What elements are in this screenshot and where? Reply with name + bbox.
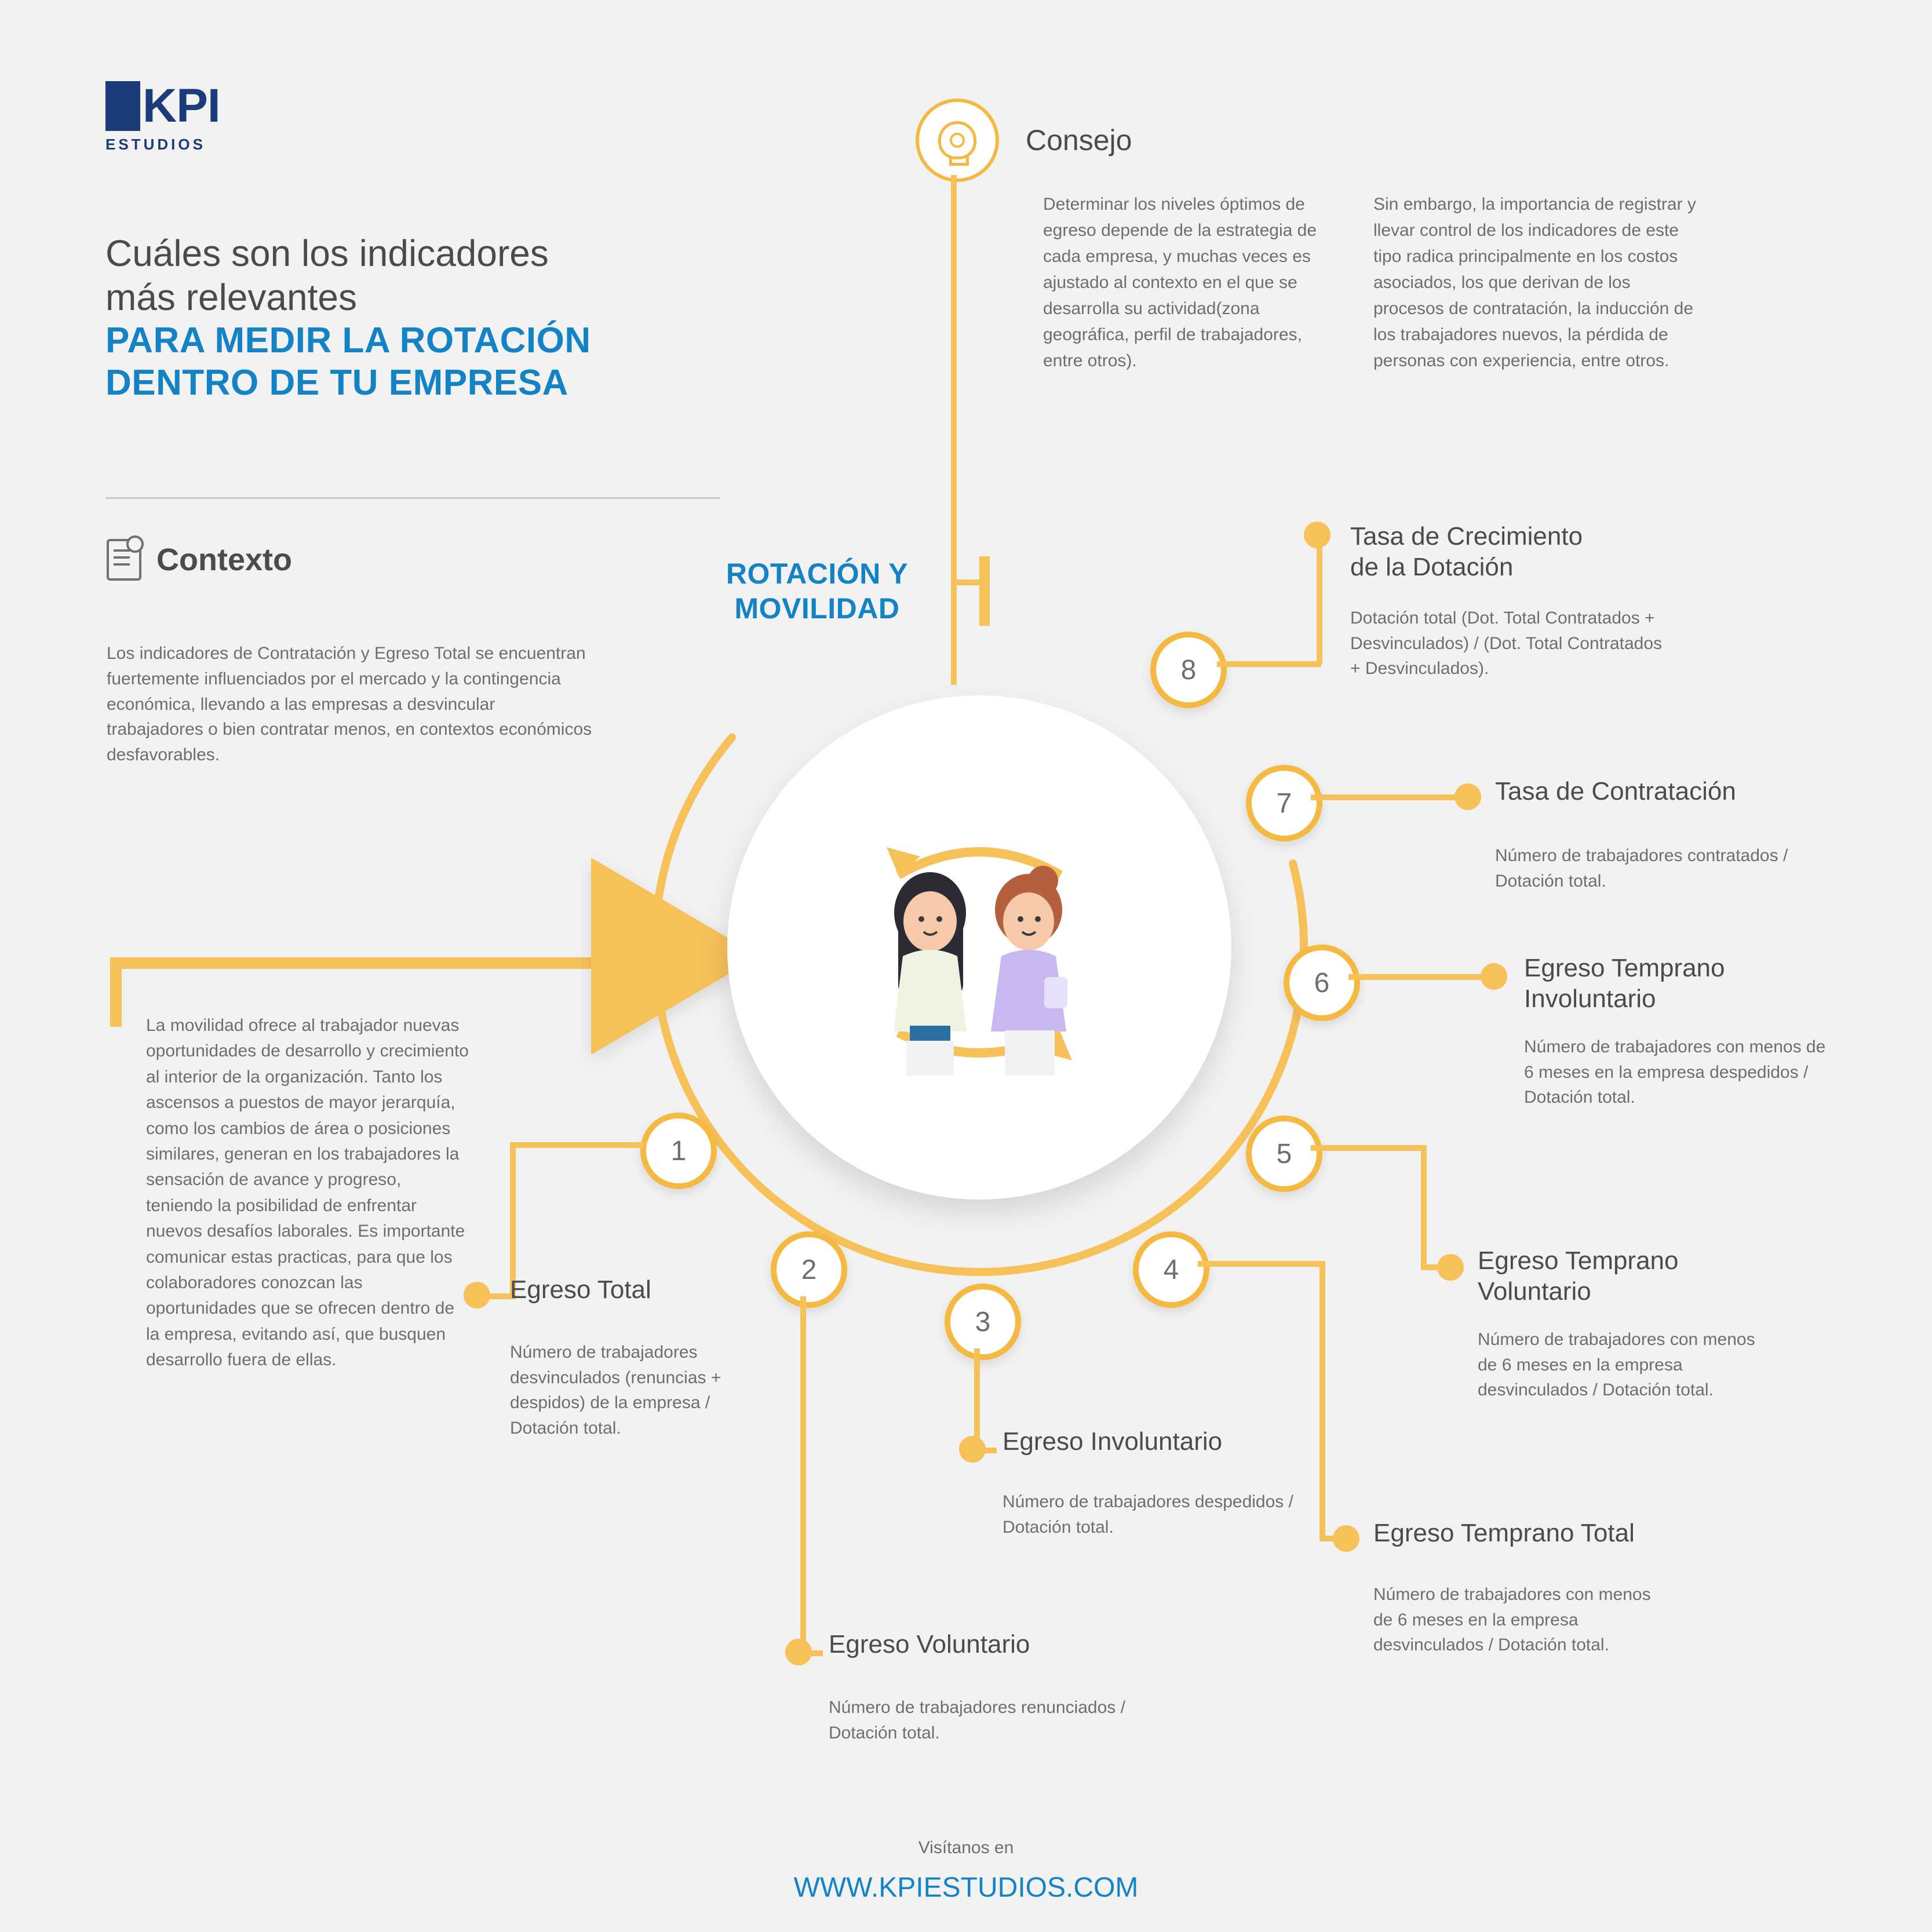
contexto-heading bbox=[107, 539, 292, 581]
egreso-total-desc: Número de trabajadores desvinculados (renuncias + despidos) de la empresa / Dotación total. bbox=[510, 1343, 721, 1438]
temprano-involuntario-desc: Número de trabajadores con menos de 6 meses en la empresa despedidos / Dotación total. bbox=[1524, 1037, 1826, 1107]
consejo-label: Consejo bbox=[1026, 124, 1132, 156]
node-6-connector bbox=[1348, 974, 1499, 980]
node-5-connector-v bbox=[1421, 1145, 1427, 1268]
node-3-dot bbox=[959, 1436, 986, 1463]
title-line-2: más relevantes bbox=[105, 276, 357, 318]
clipboard-icon bbox=[107, 539, 141, 581]
title-line-4: DENTRO DE TU EMPRESA bbox=[105, 363, 568, 403]
node-4-dot bbox=[1333, 1525, 1359, 1552]
logo-mark bbox=[105, 81, 256, 131]
contexto-body: Los indicadores de Contratación y Egreso Total se encuentran fuertemente influenciados por el mercado y la contingencia económica, llevando a las empresas a desvincular trabajadores o bien contratar menos, en contextos económicos desfavorables. bbox=[107, 644, 592, 765]
center-title-line-1: ROTACIÓN Y bbox=[726, 557, 909, 590]
title-line-1: Cuáles son los indicadores bbox=[105, 232, 549, 274]
node-1-connector-h bbox=[510, 1142, 643, 1148]
egreso-voluntario-desc: Número de trabajadores renunciados / Dotación total. bbox=[829, 1698, 1125, 1743]
consejo-column-1: Determinar los niveles óptimos de egreso depende de la estrategia de cada empresa, y muchas veces es ajustado al contexto en el que se desarrolla su actividad(zona geográfica, perfil de trabajadores, entre otros). bbox=[1043, 195, 1317, 370]
node-6-dot bbox=[1481, 963, 1507, 990]
node-2-connector-v bbox=[800, 1296, 806, 1656]
temprano-voluntario-title: Egreso Temprano Voluntario bbox=[1478, 1246, 1679, 1306]
tasa-contratacion-desc: Número de trabajadores contratados / Dotación total. bbox=[1495, 846, 1788, 891]
node-2[interactable]: 2 bbox=[771, 1231, 847, 1308]
footer-caption: Visítanos en bbox=[918, 1838, 1014, 1857]
logo-text: KPI bbox=[143, 79, 220, 132]
node-7-connector bbox=[1311, 794, 1473, 800]
node-4[interactable]: 4 bbox=[1133, 1231, 1209, 1308]
consejo-column-2: Sin embargo, la importancia de registrar y llevar control de los indicadores de este tipo radica principalmente en los costos asociados, los que derivan de los procesos de contratación, la inducción de los trabajadores nuevos, la pérdida de personas con experiencia, entre otros. bbox=[1373, 195, 1696, 370]
title-line-3: PARA MEDIR LA ROTACIÓN bbox=[105, 320, 591, 361]
node-2-dot bbox=[785, 1639, 812, 1665]
node-4-connector-v bbox=[1319, 1261, 1325, 1539]
temprano-involuntario-title: Egreso Temprano Involuntario bbox=[1524, 954, 1725, 1013]
movilidad-body: La movilidad ofrece al trabajador nuevas oportunidades de desarrollo y crecimiento al interior de la organización. Tanto los ascensos a puestos de mayor jerarquía, como los cambios de área o posiciones similares, generan en los trabajadores la sensación de avance y progreso, teniendo la posibilidad de enfrentar nuevos desafíos laborales. Es importante comunicar estas practicas, para que los colaboradores conozcan las oportunidades que se ofrecen dentro de la empresa, evitando así, que busquen desarrollo fuera de ellas. bbox=[146, 1016, 469, 1370]
tasa-crecimiento-title: Tasa de Crecimiento de la Dotación bbox=[1350, 522, 1583, 581]
kpi-logo bbox=[105, 81, 256, 154]
arrow-stem-vertical bbox=[110, 957, 122, 1027]
logo-square bbox=[105, 81, 140, 131]
node-8-connector-v bbox=[1317, 533, 1322, 664]
node-6[interactable]: 6 bbox=[1284, 945, 1360, 1021]
temprano-total-desc: Número de trabajadores con menos de 6 meses en la empresa desvinculados / Dotación total. bbox=[1373, 1585, 1651, 1654]
center-title-line-2: MOVILIDAD bbox=[734, 592, 900, 625]
consejo-heading bbox=[916, 99, 1132, 182]
node-5-dot bbox=[1437, 1254, 1464, 1281]
egreso-involuntario-title: Egreso Involuntario bbox=[1003, 1427, 1223, 1456]
contexto-label: Contexto bbox=[156, 542, 292, 577]
temprano-voluntario-desc: Número de trabajadores con menos de 6 meses en la empresa desvinculados / Dotación total. bbox=[1478, 1330, 1755, 1399]
node-7-dot bbox=[1455, 783, 1481, 810]
logo-subtext: ESTUDIOS bbox=[105, 136, 206, 153]
node-8[interactable]: 8 bbox=[1150, 632, 1227, 708]
node-8-dot bbox=[1304, 522, 1330, 548]
node-5[interactable]: 5 bbox=[1246, 1116, 1322, 1192]
footer-url[interactable]: WWW.KPIESTUDIOS.COM bbox=[793, 1872, 1139, 1903]
egreso-involuntario-desc: Número de trabajadores despedidos / Dotación total. bbox=[1003, 1492, 1293, 1537]
node-3[interactable]: 3 bbox=[945, 1284, 1021, 1360]
egreso-total-title: Egreso Total bbox=[510, 1275, 651, 1304]
lightbulb-icon bbox=[916, 99, 999, 182]
title-divider bbox=[105, 497, 720, 499]
node-1-dot bbox=[464, 1282, 490, 1308]
node-7[interactable]: 7 bbox=[1246, 765, 1322, 841]
tasa-crecimiento-desc: Dotación total (Dot. Total Contratados + Desvinculados) / (Dot. Total Contratados + Desvinculados). bbox=[1350, 608, 1663, 678]
tasa-contratacion-title: Tasa de Contratación bbox=[1495, 777, 1736, 805]
two-people-rotation-icon bbox=[829, 811, 1130, 1089]
node-8-connector-h bbox=[1217, 661, 1321, 667]
node-4-connector-h bbox=[1198, 1261, 1325, 1267]
page-title bbox=[105, 232, 743, 404]
temprano-total-title: Egreso Temprano Total bbox=[1373, 1519, 1635, 1547]
node-5-connector-h bbox=[1311, 1145, 1427, 1151]
egreso-voluntario-title: Egreso Voluntario bbox=[829, 1630, 1030, 1658]
arrow-stem-horizontal bbox=[110, 957, 603, 969]
node-1[interactable]: 1 bbox=[640, 1113, 717, 1189]
